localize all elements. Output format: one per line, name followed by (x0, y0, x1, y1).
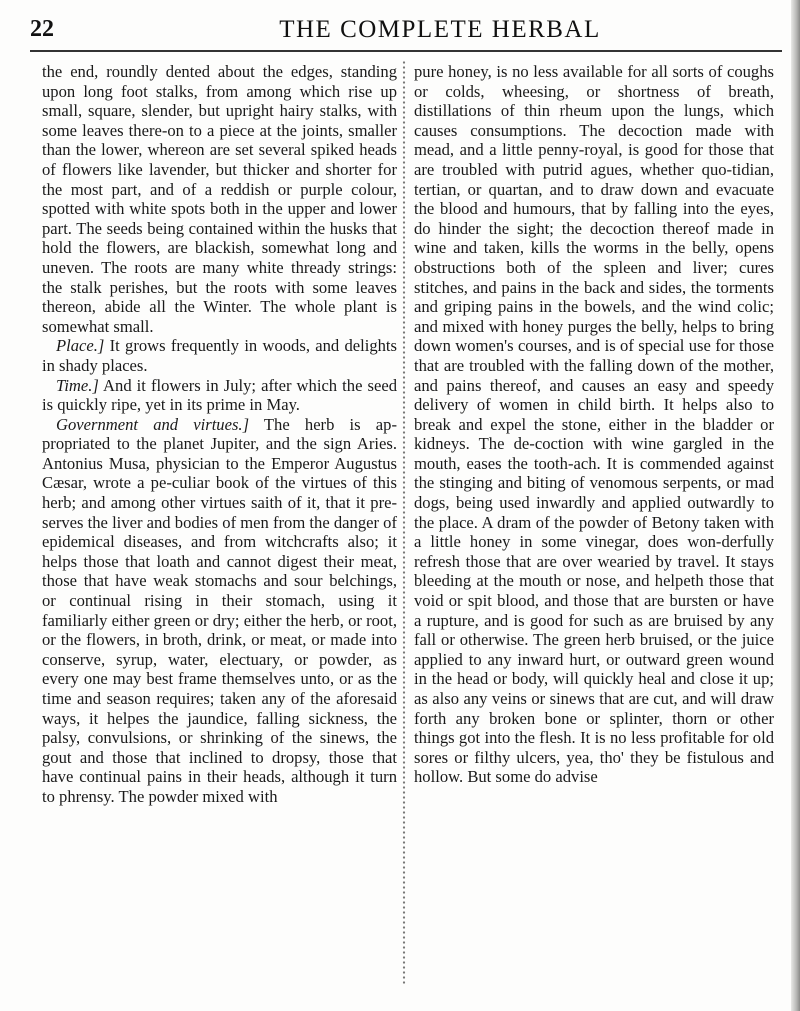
virtues-paragraph (42, 415, 397, 807)
place-label: Place.] (56, 336, 105, 356)
time-label: Time.] (56, 375, 99, 395)
virtues-label: Government and virtues.] (56, 414, 250, 434)
place-paragraph (42, 336, 397, 375)
page-number: 22 (30, 16, 54, 42)
right-column (414, 62, 774, 787)
right-column-paragraph: pure honey, is no less available for all sorts of coughs or colds, wheesing, or shortness of breath, distillations of thin rheum upon the lungs, which causes consumptions. The decoction made with mead, and a little penny-royal, is good for those that are troubled with putrid agues, whether quo-tidian, tertian, or quartan, and to draw down and evacuate the blood and humours, that by falling into the eyes, do hinder the sight; the decoction thereof made in wine and taken, kills the worms in the belly, opens obstructions both of the spleen and liver; cures stitches, and pains in the back and sides, the torments and griping pains in the bowels, and the wind colic; and mixed with honey purges the belly, helps to bring down women's courses, and is of special use for those that are troubled with the falling down of the mother, and pains thereof, and causes an easy and speedy delivery of women in child birth. It helps also to break and expel the stone, either in the bladder or kidneys. The de-coction with wine gargled in the mouth, eases the tooth-ach. It is commended against the stinging and biting of venomous serpents, or mad dogs, being used inwardly and applied outwardly to the place. A dram of the powder of Betony taken with a little honey in some vinegar, does won-derfully refresh those that are over wearied by travel. It stays bleeding at the mouth or nose, and helpeth those that void or spit blood, and those that are bursten or have a rupture, and is good for such as are bruised by any fall or otherwise. The green herb bruised, or the juice applied to any inward hurt, or outward green wound in the head or body, will quickly heal and close it up; as also any veins or sinews that are cut, and will draw forth any broken bone or splinter, thorn or other things got into the flesh. It is no less profitable for old sores or filthy ulcers, yea, tho' they be fistulous and hollow. But some do advise (414, 62, 774, 787)
page-header (30, 10, 782, 52)
time-text: And it flowers in July; after which the seed is quickly ripe, yet in its prime in May. (42, 375, 397, 415)
virtues-text: The herb is ap-propriated to the planet Jupiter, and the sign Aries. Antonius Musa, physician to the Emperor Augustus Cæsar, wrote a pe-culiar book of the virtues of this herb; and among other virtues saith of it, that it pre-serves the liver and bodies of men from the danger of epidemical diseases, and from witchcrafts also; it helps those that loath and cannot digest their meat, those that have weak stomachs and sour belchings, or continual rising in their stomach, using it familiarly either green or dry; either the herb, or root, or the flowers, in broth, drink, or meat, or made into conserve, syrup, water, electuary, or powder, as every one may best frame themselves unto, or as the time and season requires; taken any of the aforesaid ways, it helpes the jaundice, falling sickness, the palsy, convulsions, or shrinking of the sinews, the gout and those that inclined to dropsy, those that have continual pains in their heads, although it turn to phrensy. The powder mixed with (42, 414, 397, 806)
column-divider (402, 60, 406, 985)
place-text: It grows frequently in woods, and delights in shady places. (42, 336, 397, 375)
description-paragraph: the end, roundly dented about the edges, standing upon long foot stalks, from among which rise up small, square, slender, but upright hairy stalks, with some leaves there-on to a piece at the joints, smaller than the lower, whereon are set several spiked heads of flowers like lavender, but thicker and shorter for the most part, and of a reddish or purple colour, spotted with white spots both in the upper and lower part. The seeds being contained within the husks that hold the flowers, are blackish, somewhat long and uneven. The roots are many white thready strings: the stalk perishes, but the roots with some leaves thereon, abide all the Winter. The whole plant is somewhat small. (42, 62, 397, 336)
time-paragraph (42, 376, 397, 415)
page-edge-shadow (791, 0, 800, 1011)
running-title: THE COMPLETE HERBAL (279, 16, 601, 43)
left-column (42, 62, 397, 807)
